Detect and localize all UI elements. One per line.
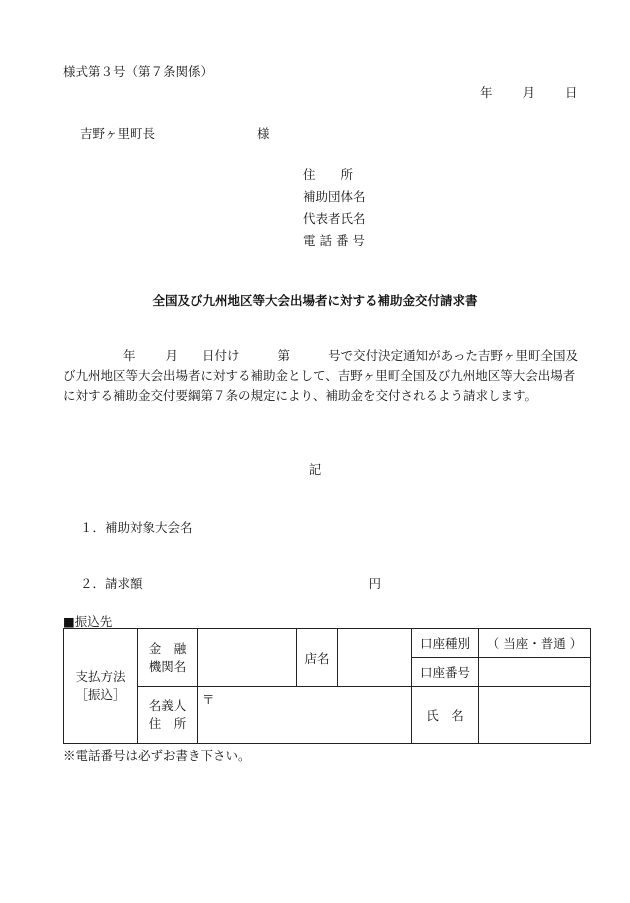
body-text: 号で交付決定通知があった吉野ヶ里町全国及び九州地区等大会出場者に対する補助金として、吉野ヶ里町全国及び九州地区等大会出場者に対する補助金交付要綱第７条の規定により、補助金を交付されるよう請求します。 bbox=[63, 348, 578, 403]
branch-name-field[interactable] bbox=[338, 629, 412, 687]
account-type-label: 口座種別 bbox=[412, 629, 479, 658]
date-day: 日 bbox=[565, 85, 578, 100]
document-title: 全国及び九州地区等大会出場者に対する補助金交付請求書 bbox=[152, 293, 478, 308]
holder-name-field[interactable] bbox=[479, 687, 591, 744]
holder-name-label: 氏 名 bbox=[412, 687, 479, 744]
item-label: 請求額 bbox=[105, 576, 143, 591]
addressee-honorific: 様 bbox=[257, 126, 270, 141]
payment-method-label: 支払方法 ［振込］ bbox=[64, 629, 138, 744]
account-number-field[interactable] bbox=[479, 658, 591, 687]
holder-address-label: 名義人 住 所 bbox=[138, 687, 198, 744]
financial-institution-label: 金 融 機関名 bbox=[138, 629, 198, 687]
date-year: 年 bbox=[480, 85, 493, 100]
body-day: 日付け bbox=[202, 348, 240, 363]
transfer-heading: ■振込先 bbox=[63, 614, 113, 629]
account-type-options[interactable]: （ 当座・普通 ） bbox=[479, 629, 591, 658]
item-claim-amount bbox=[80, 574, 381, 592]
applicant-fields bbox=[303, 164, 366, 252]
applicant-address-label: 住 所 bbox=[303, 167, 354, 182]
body-dai: 第 bbox=[277, 348, 291, 363]
financial-institution-field[interactable] bbox=[198, 629, 297, 687]
holder-address-field[interactable] bbox=[198, 687, 412, 744]
addressee bbox=[80, 124, 270, 142]
account-number-label: 口座番号 bbox=[412, 658, 479, 687]
applicant-group-name-label: 補助団体名 bbox=[303, 189, 366, 204]
item-number: １． bbox=[80, 520, 106, 535]
item-number: ２． bbox=[80, 576, 106, 591]
ki-heading: 記 bbox=[308, 462, 322, 477]
postal-mark: 〒 bbox=[202, 692, 215, 707]
body-month: 月 bbox=[165, 348, 179, 363]
date-line bbox=[480, 83, 578, 101]
bank-transfer-table bbox=[63, 628, 591, 744]
body-year: 年 bbox=[123, 348, 136, 363]
item-label: 補助対象大会名 bbox=[105, 520, 193, 535]
date-month: 月 bbox=[522, 85, 536, 100]
note: ※電話番号は必ずお書き下さい。 bbox=[63, 748, 251, 763]
item-target-event bbox=[80, 518, 193, 536]
body-paragraph bbox=[63, 346, 578, 406]
form-number: 様式第３号（第７条関係） bbox=[63, 64, 214, 79]
applicant-phone-label: 電 話 番 号 bbox=[303, 233, 365, 248]
branch-name-label: 店名 bbox=[297, 629, 338, 687]
applicant-representative-label: 代表者氏名 bbox=[303, 211, 366, 226]
yen-unit: 円 bbox=[368, 576, 382, 591]
addressee-name: 吉野ヶ里町長 bbox=[80, 126, 156, 141]
